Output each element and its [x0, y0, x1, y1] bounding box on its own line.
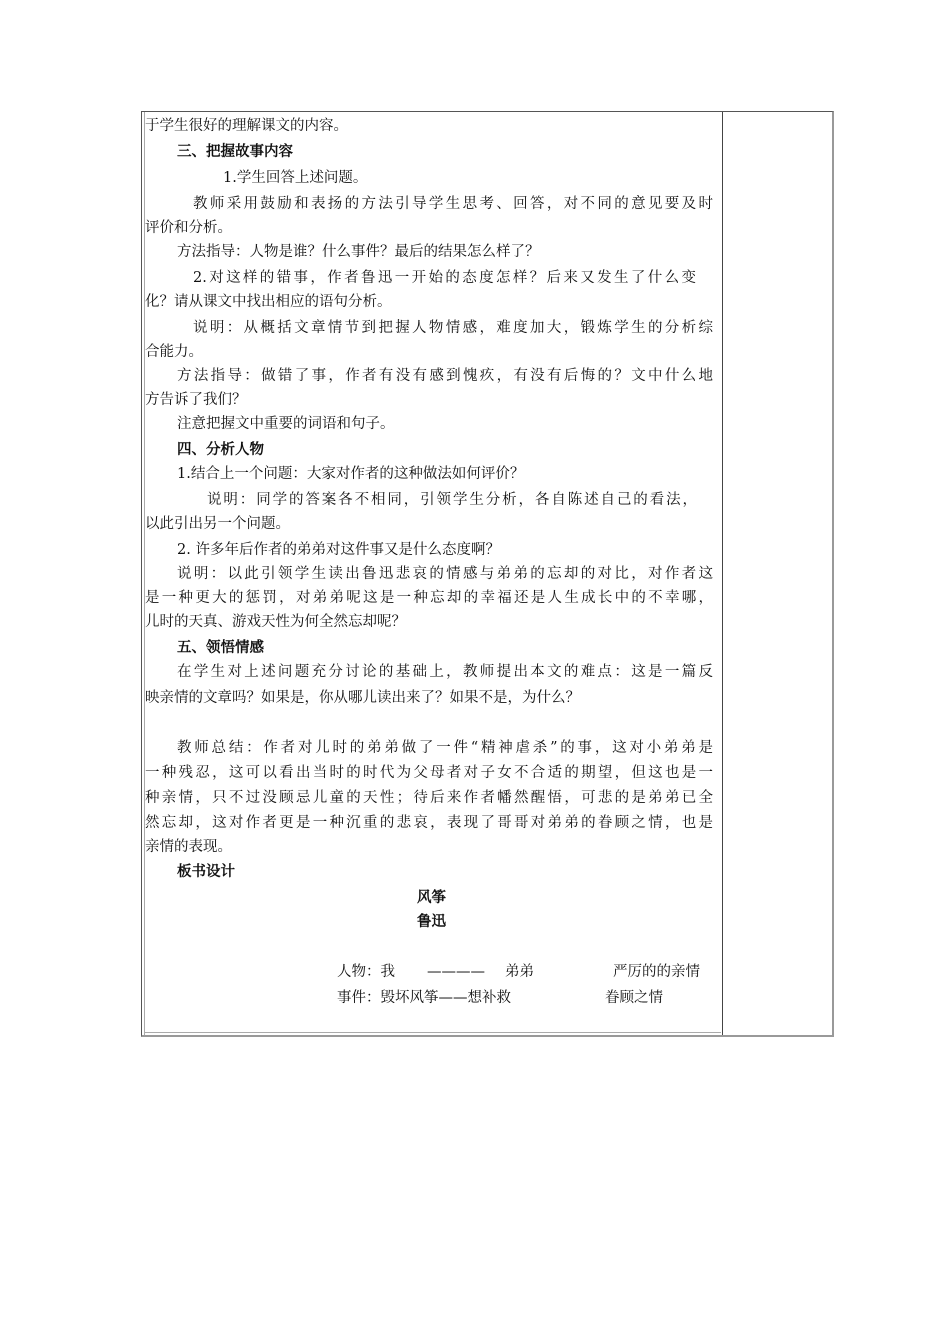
table-inner-border: [144, 112, 145, 1035]
board-row-characters-target: 弟弟: [505, 964, 534, 980]
text-line: 2. 许多年后作者的弟弟对这件事又是什么态度啊？: [177, 542, 500, 558]
board-design-heading: 板书设计: [177, 863, 235, 880]
text-line: 于学生很好的理解课文的内容。: [145, 118, 348, 134]
text-line: 注意把握文中重要的词语和句子。: [177, 416, 395, 432]
section-heading: 五、领悟情感: [177, 639, 264, 656]
board-author: 鲁迅: [417, 913, 446, 930]
board-row-characters-label: 人物：我: [337, 964, 395, 980]
table-inner-bottom-border: [144, 1032, 721, 1033]
text-line: 教师总结：作者对儿时的弟弟做了一件“精神虐杀”的事，这对小弟弟是: [177, 740, 713, 756]
board-row-event-emotion: 眷顾之情: [605, 990, 663, 1006]
text-line: 化？请从课文中找出相应的语句分析。: [145, 294, 392, 310]
board-row-event-label: 事件：毁坏风筝——想补救: [337, 990, 511, 1006]
board-row-characters-emotion: 严厉的的亲情: [613, 964, 700, 980]
text-line: 一种残忍，这可以看出当时的时代为父母者对子女不合适的期望，但这也是一: [145, 765, 713, 781]
text-line: 然忘却，这对作者更是一种沉重的悲哀，表现了哥哥对弟弟的眷顾之情，也是: [145, 815, 713, 831]
text-line: 儿时的天真、游戏天性为何全然忘却呢？: [145, 614, 406, 630]
text-line: 在学生对上述问题充分讨论的基础上，教师提出本文的难点：这是一篇反: [177, 664, 713, 680]
text-line: 2.对这样的错事，作者鲁迅一开始的态度怎样？后来又发生了什么变: [193, 270, 696, 286]
text-line: 教师采用鼓励和表扬的方法引导学生思考、回答，对不同的意见要及时: [193, 196, 713, 212]
board-row-characters-dash: ————: [427, 964, 485, 980]
text-line: 评价和分析。: [145, 220, 232, 236]
section-heading: 三、把握故事内容: [177, 143, 293, 160]
text-line: 1.结合上一个问题：大家对作者的这种做法如何评价？: [177, 466, 525, 482]
board-title: 风筝: [417, 889, 446, 906]
text-line: 1.学生回答上述问题。: [223, 170, 368, 186]
text-line: 亲情的表现。: [145, 839, 232, 855]
text-line: 合能力。: [145, 344, 203, 360]
text-line: 说明：同学的答案各不相同，引领学生分析，各自陈述自己的看法，: [207, 492, 697, 508]
column-divider: [722, 112, 723, 1035]
text-line: 是一种更大的惩罚，对弟弟呢这是一种忘却的幸福还是人生成长中的不幸哪，: [145, 590, 713, 606]
text-line: 种亲情，只不过没顾忌儿童的天性；待后来作者幡然醒悟，可悲的是弟弟已全: [145, 790, 713, 806]
text-line: 方法指导：人物是谁？什么事件？最后的结果怎么样了？: [177, 244, 540, 260]
text-line: 方告诉了我们？: [145, 392, 247, 408]
text-line: 说明：以此引领学生读出鲁迅悲哀的情感与弟弟的忘却的对比，对作者这: [177, 566, 713, 582]
text-line: 说明：从概括文章情节到把握人物情感，难度加大，锻炼学生的分析综: [193, 320, 713, 336]
text-line: 以此引出另一个问题。: [145, 516, 290, 532]
lesson-plan-table: [141, 111, 834, 1037]
text-line: 映亲情的文章吗？如果是，你从哪儿读出来了？如果不是，为什么？: [145, 690, 580, 706]
section-heading: 四、分析人物: [177, 441, 264, 458]
text-line: 方法指导：做错了事，作者有没有感到愧疚，有没有后悔的？文中什么地: [177, 368, 713, 384]
